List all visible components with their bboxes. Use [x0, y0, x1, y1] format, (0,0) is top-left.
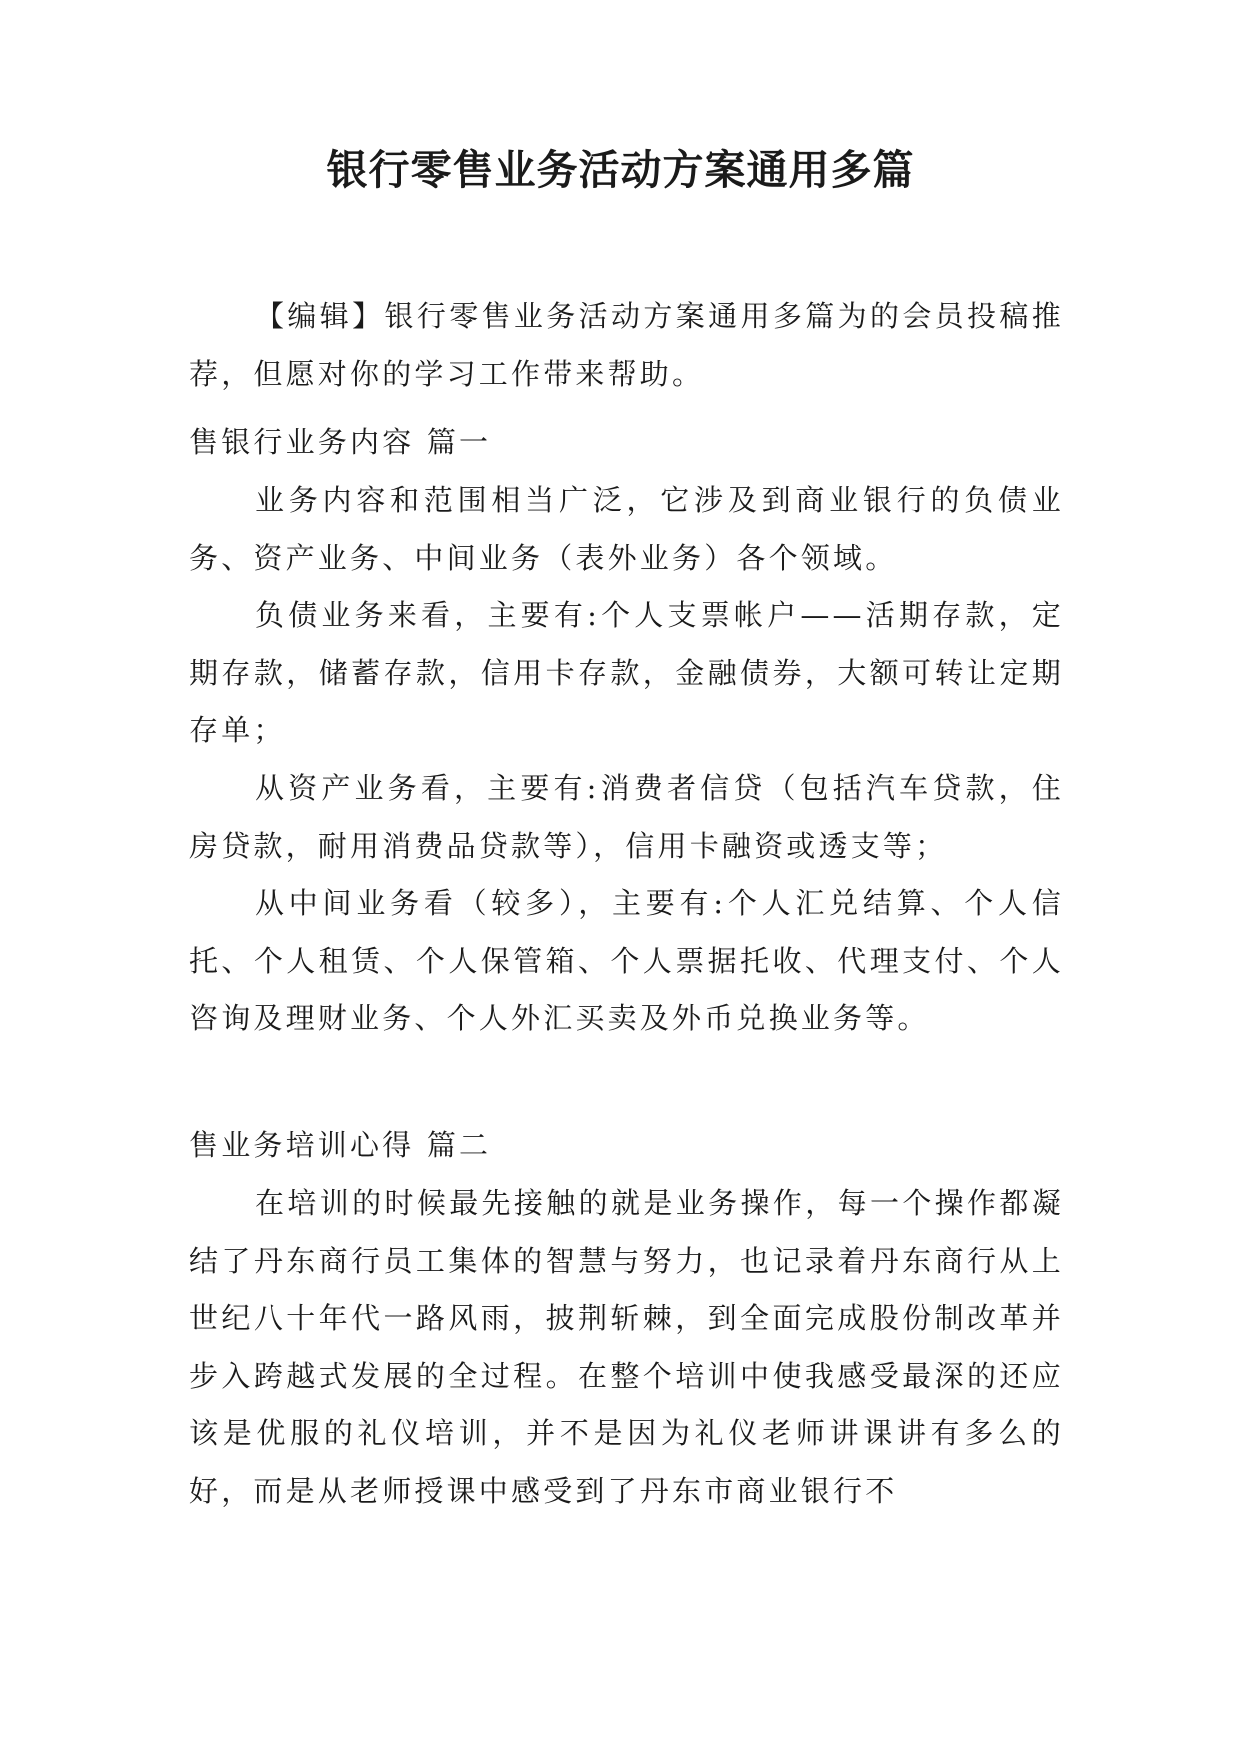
section1-paragraph-3: 从资产业务看，主要有:消费者信贷（包括汽车贷款，住房贷款，耐用消费品贷款等），信用卡融资或透支等； [189, 771, 1064, 863]
section1-paragraph-2: 负债业务来看，主要有:个人支票帐户——活期存款，定期存款，储蓄存款，信用卡存款，金融债券，大额可转让定期存单； [189, 598, 1064, 747]
intro-paragraph: 【编辑】银行零售业务活动方案通用多篇为的会员投稿推荐，但愿对你的学习工作带来帮助。 [189, 299, 1064, 391]
document-title: 银行零售业务活动方案通用多篇 [326, 146, 915, 194]
section-heading-1: 售银行业务内容 篇一 [189, 425, 492, 459]
section1-paragraph-1: 业务内容和范围相当广泛，它涉及到商业银行的负债业务、资产业务、中间业务（表外业务）各个领域。 [189, 483, 1064, 575]
section-heading-2: 售业务培训心得 篇二 [189, 1128, 492, 1162]
section2-paragraph-1: 在培训的时候最先接触的就是业务操作，每一个操作都凝结了丹东商行员工集体的智慧与努力，也记录着丹东商行从上世纪八十年代一路风雨，披荆斩棘，到全面完成股份制改革并步入跨越式发展的全过程。在整个培训中使我感受最深的还应该是优服的礼仪培训，并不是因为礼仪老师讲课讲有多么的好，而是从老师授课中感受到了丹东市商业银行不 [189, 1186, 1064, 1508]
section1-paragraph-4: 从中间业务看（较多），主要有:个人汇兑结算、个人信托、个人租赁、个人保管箱、个人票据托收、代理支付、个人咨询及理财业务、个人外汇买卖及外币兑换业务等。 [189, 886, 1064, 1035]
